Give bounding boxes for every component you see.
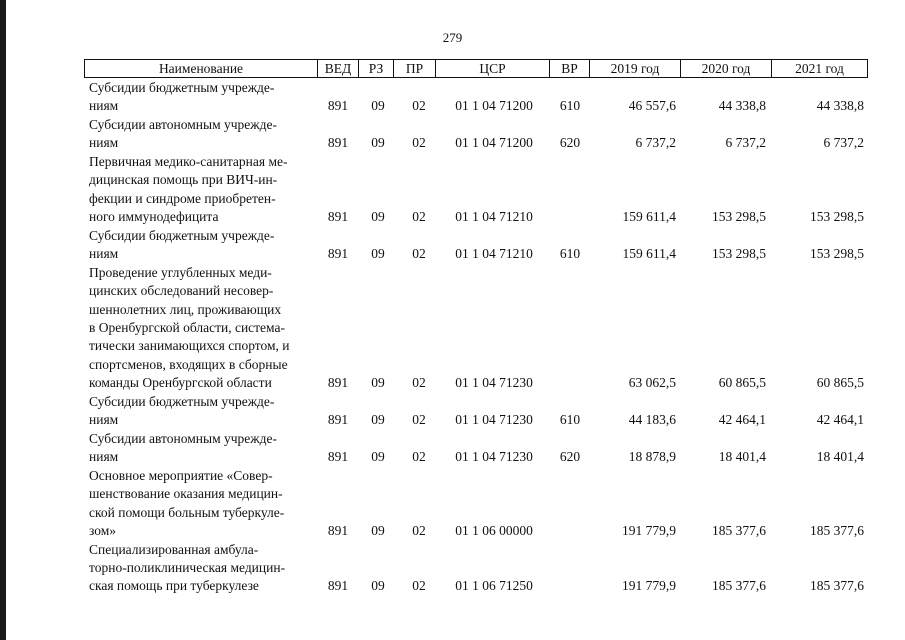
cell-y2020: 42 464,1 [718,412,766,428]
cell-y2021: 42 464,1 [816,412,864,428]
cell-pr: 02 [412,449,426,465]
cell-y2020: 153 298,5 [712,246,766,262]
cell-csr: 01 1 06 00000 [455,523,533,538]
cell-rz: 09 [371,375,385,391]
row-name-line: зом» [89,522,117,538]
header-rz: РЗ [359,60,394,77]
row-name [89,467,319,541]
cell-csr: 01 1 04 71210 [455,246,533,262]
cell-y2021: 153 298,5 [810,209,864,225]
cell-ved: 891 [327,98,349,114]
row-name-line: ской помощи больным туберкуле- [89,504,285,520]
cell-csr: 01 1 04 71200 [455,98,533,114]
cell-rz: 09 [371,449,385,465]
cell-rz: 09 [371,412,385,428]
row-name-line: дицинская помощь при ВИЧ-ин- [89,172,278,188]
header-vr: ВР [550,60,590,77]
cell-y2019: 63 062,5 [628,375,676,391]
cell-y2020: 60 865,5 [718,375,766,391]
left-margin-rule [0,0,6,640]
header-name: Наименование [85,60,318,77]
cell-vr: 620 [559,135,581,151]
cell-ved: 891 [327,246,349,262]
cell-y2020: 153 298,5 [712,209,766,225]
row-name-line: ниям [89,449,119,465]
cell-y2020: 185 377,6 [712,578,766,594]
cell-rz: 09 [371,98,385,114]
row-name [89,116,319,153]
header-2021: 2021 год [795,61,844,76]
row-name-line: торно-поликлиническая медицин- [89,559,286,575]
cell-y2021: 6 737,2 [823,135,864,151]
cell-y2019: 191 779,9 [622,523,676,538]
row-name-line: шенствование оказания медицин- [89,486,283,502]
cell-y2019: 18 878,9 [628,449,676,465]
cell-pr: 02 [412,375,426,391]
cell-csr: 01 1 06 71250 [455,578,533,594]
cell-vr: 620 [559,449,581,465]
cell-vr: 610 [559,98,581,114]
row-name-line: ниям [89,246,119,262]
row-name-line: тически занимающихся спортом, и [89,338,290,354]
cell-vr: 610 [559,246,581,262]
row-name-line: команды Оренбургской области [89,375,272,391]
cell-y2021: 185 377,6 [810,578,864,594]
row-name [89,430,319,467]
cell-rz: 09 [371,246,385,262]
row-name-line: Первичная медико-санитарная ме- [89,154,288,169]
cell-pr: 02 [412,523,426,538]
table-header [84,59,868,78]
cell-rz: 09 [371,209,385,225]
row-name-line: в Оренбургской области, система- [89,319,285,335]
cell-ved: 891 [327,135,349,151]
cell-csr: 01 1 04 71200 [455,135,533,151]
page-number: 279 [442,30,463,45]
cell-pr: 02 [412,135,426,151]
row-name-line: Субсидии бюджетным учрежде- [89,227,275,243]
cell-pr: 02 [412,209,426,225]
cell-y2020: 185 377,6 [712,523,766,538]
cell-y2021: 153 298,5 [810,246,864,262]
cell-rz: 09 [371,578,385,594]
cell-pr: 02 [412,412,426,428]
cell-y2019: 44 183,6 [628,412,676,428]
row-name-line: Специализированная амбула- [89,541,259,557]
row-name-line: цинских обследований несовер- [89,283,274,299]
row-name-line: Основное мероприятие «Совер- [89,467,273,483]
row-name [89,153,319,227]
cell-pr: 02 [412,246,426,262]
cell-csr: 01 1 04 71230 [455,449,533,465]
cell-ved: 891 [327,412,349,428]
cell-ved: 891 [327,578,349,594]
cell-y2019: 6 737,2 [635,135,676,151]
cell-y2019: 159 611,4 [622,246,676,262]
header-csr: ЦСР [436,60,550,77]
cell-y2019: 46 557,6 [628,98,676,114]
cell-y2020: 6 737,2 [725,135,766,151]
row-name-line: шеннолетних лиц, проживающих [89,301,282,317]
cell-y2019: 191 779,9 [622,578,676,594]
cell-y2021: 185 377,6 [810,523,864,538]
row-name-line: Субсидии автономным учрежде- [89,117,277,132]
row-name-line: спортсменов, входящих в сборные [89,356,288,372]
row-name-line: Проведение углубленных меди- [89,264,272,280]
cell-rz: 09 [371,523,385,538]
row-name-line: ниям [89,98,119,114]
cell-y2021: 60 865,5 [816,375,864,391]
cell-y2021: 44 338,8 [816,98,864,114]
cell-rz: 09 [371,135,385,151]
cell-pr: 02 [412,98,426,114]
cell-ved: 891 [327,375,349,391]
row-name [89,227,319,264]
row-name-line: ниям [89,135,119,151]
cell-ved: 891 [327,209,349,225]
row-name-line: фекции и синдроме приобретен- [89,190,276,206]
header-ved: ВЕД [318,60,359,77]
cell-csr: 01 1 04 71230 [455,412,533,428]
cell-y2021: 18 401,4 [816,449,864,465]
row-name-line: ниям [89,412,119,428]
cell-pr: 02 [412,578,426,594]
row-name [89,79,319,116]
row-name [89,541,319,596]
cell-ved: 891 [327,449,349,465]
header-pr: ПР [394,60,436,77]
cell-y2020: 44 338,8 [718,98,766,114]
cell-y2019: 159 611,4 [622,209,676,225]
cell-csr: 01 1 04 71230 [455,375,533,391]
row-name-line: Субсидии бюджетным учрежде- [89,80,275,95]
cell-csr: 01 1 04 71210 [455,209,533,225]
cell-ved: 891 [327,523,349,538]
row-name-line: ного иммунодефицита [89,209,219,225]
cell-y2020: 18 401,4 [718,449,766,465]
header-2020: 2020 год [681,60,772,77]
row-name-line: Субсидии автономным учрежде- [89,430,277,446]
row-name-line: ская помощь при туберкулезе [89,578,259,594]
cell-vr: 610 [559,412,581,428]
row-name [89,264,319,393]
row-name-line: Субсидии бюджетным учрежде- [89,393,275,409]
row-name [89,393,319,430]
header-2019: 2019 год [590,60,681,77]
